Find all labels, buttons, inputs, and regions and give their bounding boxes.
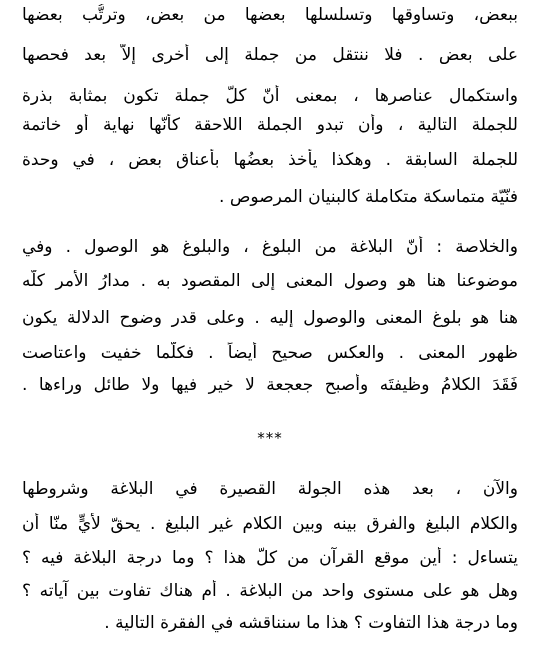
paragraph-3-line-5: وما درجة هذا التفاوت ؟ هذا ما سنناقشه في الفقرة التالية . (104, 613, 518, 633)
paragraph-2-line-5: فَقَدَ الكلامُ وظيفتَه وأصبح جعجعة لا خير فيها ولا طائل وراءها . (22, 375, 518, 395)
paragraph-1-line-5: للجملة السابقة . وهكذا يأخذ بعضُها بأعناق بعض ، في وحدة (22, 150, 518, 170)
paragraph-1-line-4: للجملة التالية ، وأن تبدو الجملة اللاحقة كأنّها نهاية أو خاتمة (22, 115, 518, 135)
paragraph-3-line-4: وهل هو على مستوى واحد من البلاغة . أم هناك تفاوت بين آياته ؟ (22, 581, 518, 601)
paragraph-3-line-2: والكلام البليغ والفرق بينه وبين الكلام غير البليغ . يحقّ لأيٍّ منّا أن (22, 514, 518, 534)
paragraph-2-line-2: موضوعنا هنا هو وصول المعنى إلى المقصود به . مدارُ الأمر كلّه (22, 271, 518, 291)
paragraph-1-line-2: على بعض . فلا ننتقل من جملة إلى أخرى إلاّ بعد فحصها (22, 45, 518, 65)
paragraph-2-line-3: هنا هو بلوغ المعنى والوصول إليه . وعلى قدر وضوح الدلالة يكون (22, 308, 518, 328)
paragraph-1-line-1: ببعض، وتساوقها وتسلسلها بعضها من بعض، وترتُّب بعضها (22, 5, 518, 25)
paragraph-3-line-3: يتساءل : أين موقع القرآن من كلّ هذا ؟ وما درجة البلاغة فيه ؟ (22, 548, 518, 568)
paragraph-1-line-3: واستكمال عناصرها ، بمعنى أنّ كلّ جملة تكون بمثابة بذرة (22, 86, 518, 106)
paragraph-2-line-1: والخلاصة : أنّ البلاغة من البلوغ ، والبلوغ هو الوصول . وفي (22, 237, 518, 257)
section-separator: *** (257, 429, 283, 447)
paragraph-2-line-4: ظهور المعنى . والعكس صحيح أيضاً . فكلّما خفيت واعتاصت (22, 343, 518, 363)
paragraph-3-line-1: والآن ، بعد هذه الجولة القصيرة في البلاغة وشروطها (22, 479, 518, 499)
paragraph-1-line-6: فنّيّة متماسكة متكاملة كالبنيان المرصوص . (219, 187, 518, 207)
